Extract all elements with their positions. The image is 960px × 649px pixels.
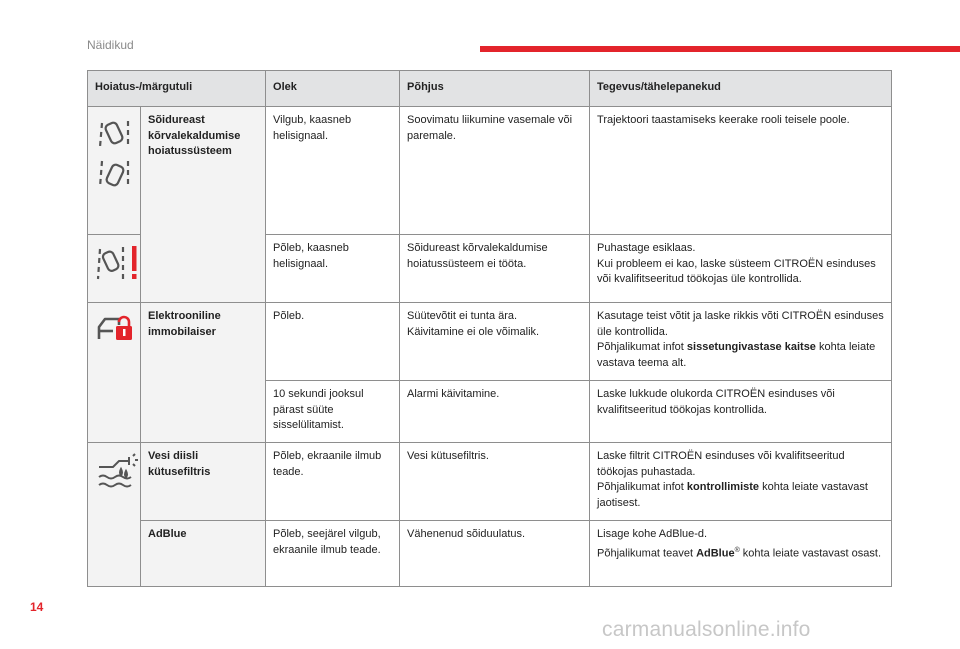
cause-cell: Vähenenud sõiduulatus. [400,521,590,587]
action-cell [590,521,892,587]
action-line: Puhastage esiklaas. [597,242,696,254]
state-cell: Põleb. [266,303,400,381]
table-row [88,521,892,587]
lane-warning-icon-cell [88,107,141,235]
header-accent-bar [480,46,960,52]
immobiliser-icon-cell [88,303,141,443]
action-line [597,543,884,562]
state-cell: Põleb, kaasneb helisignaal. [266,235,400,303]
action-line [597,480,884,511]
state-cell: Põleb, ekraanile ilmub teade. [266,443,400,521]
action-emphasis: sissetungivastase kaitse [686,341,816,353]
column-header-warning-light: Hoiatus-/märgutuli [88,71,266,107]
state-cell: Vilgub, kaasneb helisignaal. [266,107,400,235]
action-emphasis: kontrollimiste [686,481,760,493]
action-cell: Trajektoori taastamiseks keerake rooli teisele poole. [590,107,892,235]
lane-departure-fault-icon [95,243,133,283]
cause-cell: Soovimatu liikumine vasemale või paremale. [400,107,590,235]
column-header-state: Olek [266,71,400,107]
immobiliser-key-icon [95,311,133,343]
action-line: Kasutage teist võtit ja laske rikkis võti CITROËN esinduses üle kontrollida. [597,310,884,338]
registered-mark: ® [734,546,740,554]
cause-line: Süütevõtit ei tunta ära. [407,310,518,322]
action-text: kohta leiate vastavast jaotisest. [597,481,868,509]
cause-cell [400,303,590,381]
lane-departure-warning-icon [95,115,133,191]
table-header-row [88,71,892,107]
action-line: Lisage kohe AdBlue-d. [597,528,708,540]
action-text: Põhjalikumat infot [597,481,687,493]
action-text: Põhjalikumat infot [597,341,687,353]
action-emphasis: AdBlue [696,547,735,560]
action-text: kohta leiate vastavast osast. [739,547,881,560]
action-line: Kui probleem ei kao, laske süsteem CITROËN esinduses või kvalifitseeritud töökojas üle kontrollida. [597,257,876,285]
cause-line: Käivitamine ei ole võimalik. [407,325,540,338]
water-in-fuel-name: Vesi diisli kütusefiltris [141,443,266,521]
action-text: Põhjalikumat teavet [597,547,697,560]
action-line [597,340,884,371]
water-in-diesel-icon [95,451,133,491]
cause-cell: Alarmi käivitamine. [400,381,590,443]
cause-cell: Sõidureast kõrvalekaldumise hoiatussüsteem ei tööta. [400,235,590,303]
action-cell [590,303,892,381]
cause-cell: Vesi kütusefiltris. [400,443,590,521]
watermark: carmanualsonline.info [602,618,811,641]
column-header-cause: Põhjus [400,71,590,107]
lane-departure-system-name: Sõidureast kõrvalekaldumise hoiatussüsteem [141,107,266,303]
table-row [88,303,892,381]
state-cell: Põleb, seejärel vilgub, ekraanile ilmub teade. [266,521,400,587]
section-title: Näidikud [87,38,134,52]
adblue-name: AdBlue [141,521,266,587]
action-line: Laske filtrit CITROËN esinduses või kvalifitseeritud töökojas puhastada. [597,450,845,478]
state-cell: 10 sekundi jooksul pärast süüte sisselülitamist. [266,381,400,443]
table-row [88,443,892,521]
action-cell [590,235,892,303]
water-in-fuel-icon-cell [88,443,141,587]
lane-fault-icon-cell [88,235,141,303]
action-cell [590,443,892,521]
immobiliser-name: Elektrooniline immobilaiser [141,303,266,443]
action-cell: Laske lukkude olukorda CITROËN esinduses või kvalifitseeritud töökojas kontrollida. [590,381,892,443]
page-number: 14 [30,600,44,614]
column-header-action: Tegevus/tähelepanekud [590,71,892,107]
action-text: kohta leiate vastava teema alt. [597,341,876,369]
table-row [88,107,892,235]
warning-lights-table [87,70,892,587]
